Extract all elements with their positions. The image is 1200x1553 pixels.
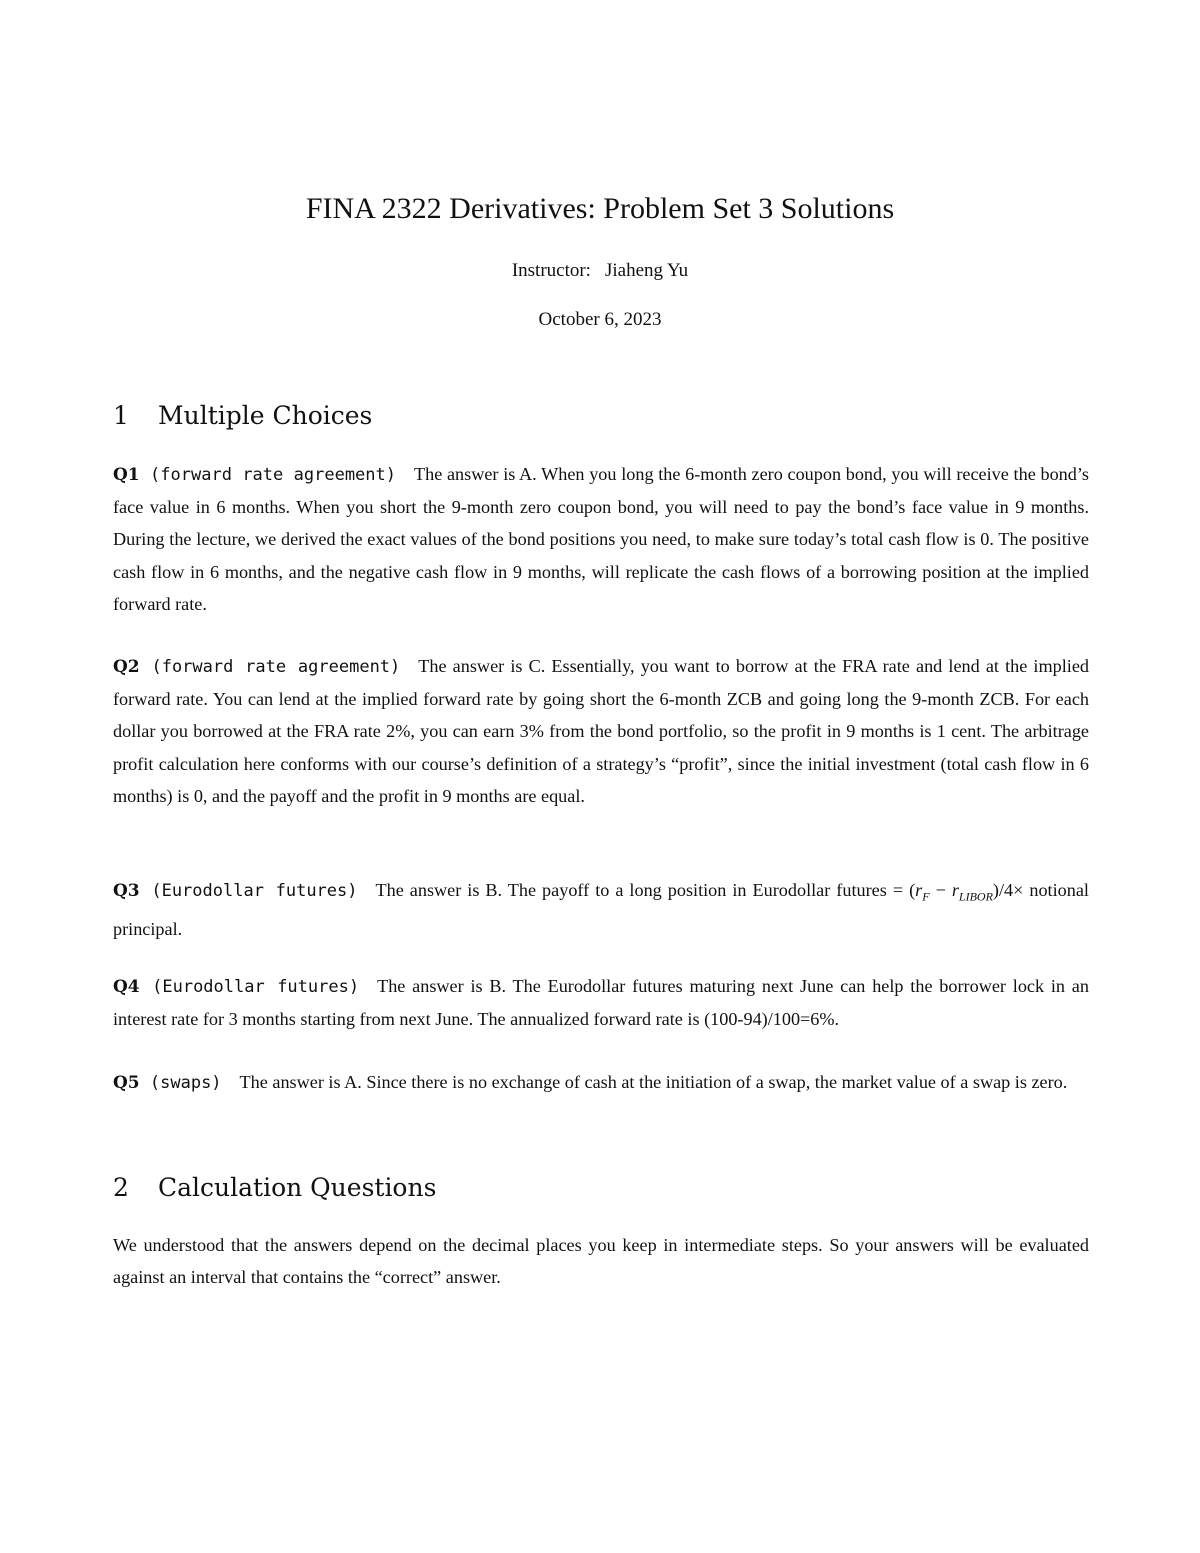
question-number: Q2: [113, 657, 140, 677]
question-number: Q5: [113, 1073, 140, 1093]
question-q5: [113, 1066, 1089, 1099]
question-topic: (forward rate agreement): [150, 465, 396, 485]
question-label: [113, 977, 359, 997]
section-heading-calculation-questions: [113, 1172, 436, 1204]
calculation-intro-paragraph: We understood that the answers depend on the decimal places you keep in intermediate steps. So your answers will be evaluated against an interval that contains the “correct” answer.: [113, 1235, 1089, 1288]
math-r-f: $r_F$: [915, 880, 930, 904]
question-number: Q1: [113, 465, 140, 485]
question-label: [113, 1073, 222, 1093]
section-title: Calculation Questions: [158, 1173, 437, 1202]
question-topic: (Eurodollar futures): [151, 881, 358, 901]
document-date: October 6, 2023: [538, 309, 662, 330]
question-answer-text: The answer is B. The Eurodollar futures maturing next June can help the borrower lock in an interest rate for 3 months starting from next June. The annualized forward rate is (100-94)/100=6%.: [113, 976, 1089, 1030]
section-number: 1: [113, 401, 129, 430]
question-answer-text-end: )/4× notional principal.: [113, 880, 1089, 939]
instructor-label: Instructor:: [511, 260, 591, 281]
question-label: [113, 881, 358, 901]
question-number: Q4: [113, 977, 140, 997]
question-topic: (swaps): [149, 1073, 222, 1093]
question-q1: [113, 458, 1089, 620]
section-heading-multiple-choices: [113, 400, 372, 432]
math-r-libor: $r_{LIBOR}$: [951, 880, 993, 904]
question-answer-text: The answer is A. Since there is no exchange of cash at the initiation of a swap, the market value of a swap is zero.: [239, 1072, 1068, 1092]
document-title: FINA 2322 Derivatives: Problem Set 3 Solutions: [305, 192, 895, 225]
question-q4: [113, 970, 1089, 1035]
instructor-line: [0, 259, 1200, 283]
question-label: [113, 657, 400, 677]
question-number: Q3: [113, 881, 140, 901]
question-q3: [113, 874, 1089, 945]
section-title: Multiple Choices: [158, 401, 373, 430]
question-label: [113, 465, 396, 485]
section-number: 2: [113, 1173, 129, 1202]
question-q2: [113, 650, 1089, 812]
question-topic: (Eurodollar futures): [152, 977, 360, 997]
question-answer-text: The answer is B. The payoff to a long position in Eurodollar futures = (: [375, 880, 916, 900]
question-answer-text: The answer is C. Essentially, you want to borrow at the FRA rate and lend at the implied forward rate. You can lend at the implied forward rate by going short the 6-month ZCB and going long the 9-month ZCB. For each dollar you borrowed at the FRA rate 2%, you can earn 3% from the bond portfolio, so the profit in 9 months is 1 cent. The arbitrage profit calculation here conforms with our course’s definition of a strategy’s “profit”, since the initial investment (total cash flow in 6 months) is 0, and the payoff and the profit in 9 months are equal.: [113, 656, 1089, 806]
math-minus: −: [929, 880, 952, 900]
question-answer-text: The answer is A. When you long the 6-month zero coupon bond, you will receive the bond’s face value in 6 months. When you short the 9-month zero coupon bond, you will need to pay the bond’s face value in 9 months. During the lecture, we derived the exact values of the bond positions you need, to make sure today’s total cash flow is 0. The positive cash flow in 6 months, and the negative cash flow in 9 months, will replicate the cash flows of a borrowing position at the implied forward rate.: [113, 464, 1089, 614]
question-topic: (forward rate agreement): [151, 657, 401, 677]
instructor-name: Jiaheng Yu: [604, 260, 689, 281]
